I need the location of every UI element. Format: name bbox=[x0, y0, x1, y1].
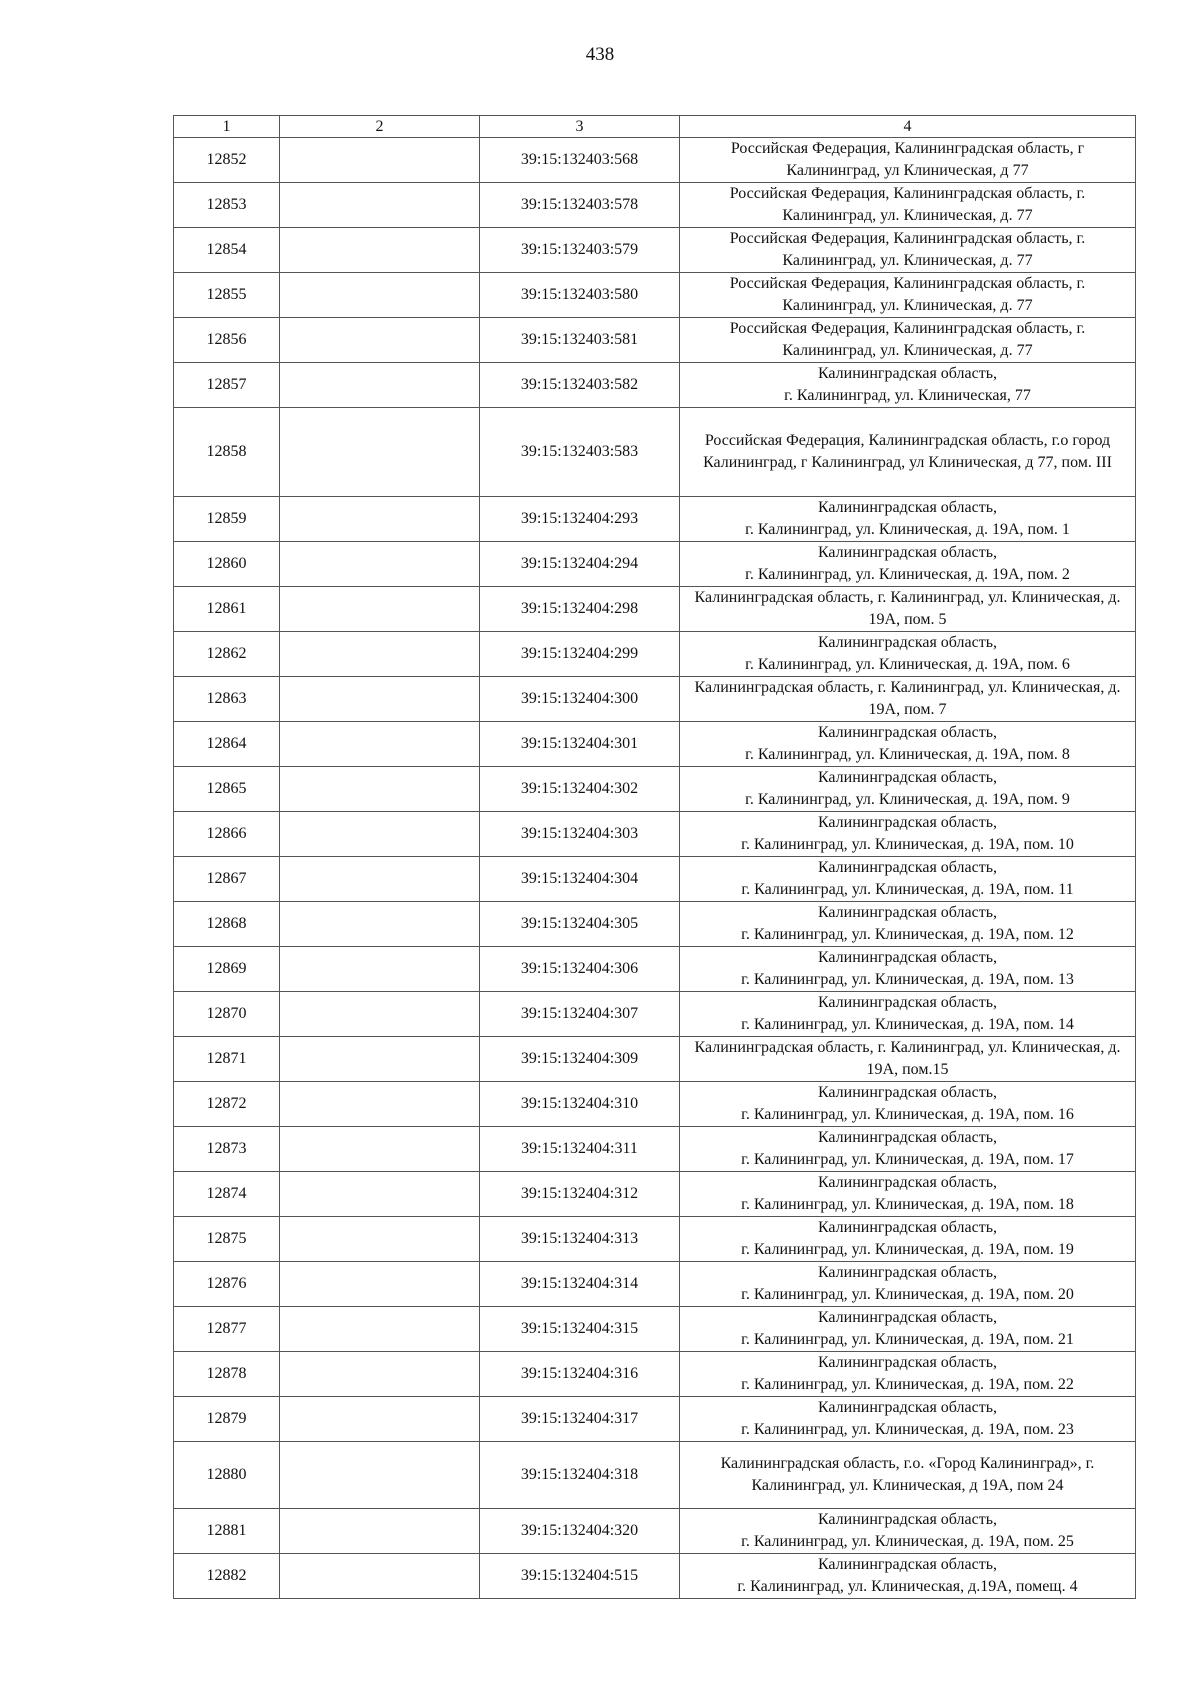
column-2-cell bbox=[280, 857, 480, 902]
table-row bbox=[174, 228, 1136, 273]
address-cell: Калининградская область, г. Калининград, ул. Клиническая, д.19А, помещ. 4 bbox=[680, 1554, 1136, 1599]
column-2-cell bbox=[280, 947, 480, 992]
table-row bbox=[174, 273, 1136, 318]
cadastral-number-cell: 39:15:132404:294 bbox=[480, 542, 680, 587]
address-cell: Калининградская область, г. Калининград, ул. Клиническая, д. 19А, пом. 12 bbox=[680, 902, 1136, 947]
cadastral-number-cell: 39:15:132404:293 bbox=[480, 497, 680, 542]
address-cell: Калининградская область, г.о. «Город Калининград», г. Калининград, ул. Клиническая, д 19А, пом 24 bbox=[680, 1442, 1136, 1509]
row-number-cell: 12874 bbox=[174, 1172, 280, 1217]
address-cell: Калининградская область, г. Калининград, ул. Клиническая, д. 19А, пом. 13 bbox=[680, 947, 1136, 992]
table-row bbox=[174, 857, 1136, 902]
column-2-cell bbox=[280, 318, 480, 363]
row-number-cell: 12881 bbox=[174, 1509, 280, 1554]
cadastral-number-cell: 39:15:132404:314 bbox=[480, 1262, 680, 1307]
row-number-cell: 12856 bbox=[174, 318, 280, 363]
column-header-1: 1 bbox=[174, 116, 280, 138]
cadastral-number-cell: 39:15:132404:298 bbox=[480, 587, 680, 632]
cadastral-number-cell: 39:15:132403:568 bbox=[480, 138, 680, 183]
cadastral-number-cell: 39:15:132404:303 bbox=[480, 812, 680, 857]
table-row bbox=[174, 587, 1136, 632]
column-2-cell bbox=[280, 1397, 480, 1442]
cadastral-number-cell: 39:15:132404:318 bbox=[480, 1442, 680, 1509]
cadastral-number-cell: 39:15:132404:310 bbox=[480, 1082, 680, 1127]
address-cell: Калининградская область, г. Калининград, ул. Клиническая, д. 19А, пом. 14 bbox=[680, 992, 1136, 1037]
table-row bbox=[174, 947, 1136, 992]
address-cell: Калининградская область, г. Калининград, ул. Клиническая, д. 19А, пом. 22 bbox=[680, 1352, 1136, 1397]
address-cell: Калининградская область, г. Калининград, ул. Клиническая, д. 19А, пом. 2 bbox=[680, 542, 1136, 587]
column-2-cell bbox=[280, 1307, 480, 1352]
table-row bbox=[174, 992, 1136, 1037]
cadastral-number-cell: 39:15:132404:306 bbox=[480, 947, 680, 992]
row-number-cell: 12878 bbox=[174, 1352, 280, 1397]
cadastral-number-cell: 39:15:132404:315 bbox=[480, 1307, 680, 1352]
column-2-cell bbox=[280, 1509, 480, 1554]
address-cell: Калининградская область, г. Калининград, ул. Клиническая, д. 19А, пом. 5 bbox=[680, 587, 1136, 632]
column-2-cell bbox=[280, 1262, 480, 1307]
row-number-cell: 12866 bbox=[174, 812, 280, 857]
column-2-cell bbox=[280, 1127, 480, 1172]
table-row bbox=[174, 408, 1136, 497]
table-row bbox=[174, 722, 1136, 767]
column-2-cell bbox=[280, 677, 480, 722]
row-number-cell: 12864 bbox=[174, 722, 280, 767]
cadastral-number-cell: 39:15:132404:313 bbox=[480, 1217, 680, 1262]
table-row bbox=[174, 363, 1136, 408]
table-row bbox=[174, 1127, 1136, 1172]
row-number-cell: 12855 bbox=[174, 273, 280, 318]
table-row bbox=[174, 138, 1136, 183]
row-number-cell: 12860 bbox=[174, 542, 280, 587]
cadastral-number-cell: 39:15:132404:316 bbox=[480, 1352, 680, 1397]
table-row bbox=[174, 1442, 1136, 1509]
table-row bbox=[174, 1172, 1136, 1217]
cadastral-number-cell: 39:15:132404:312 bbox=[480, 1172, 680, 1217]
address-cell: Калининградская область, г. Калининград, ул. Клиническая, д. 19А, пом. 18 bbox=[680, 1172, 1136, 1217]
cadastral-number-cell: 39:15:132403:583 bbox=[480, 408, 680, 497]
table-row bbox=[174, 1262, 1136, 1307]
row-number-cell: 12879 bbox=[174, 1397, 280, 1442]
address-cell: Калининградская область, г. Калининград, ул. Клиническая, д. 19А, пом. 7 bbox=[680, 677, 1136, 722]
table-row bbox=[174, 497, 1136, 542]
row-number-cell: 12872 bbox=[174, 1082, 280, 1127]
table-row bbox=[174, 1352, 1136, 1397]
cadastral-number-cell: 39:15:132404:304 bbox=[480, 857, 680, 902]
column-2-cell bbox=[280, 587, 480, 632]
address-cell: Калининградская область, г. Калининград, ул. Клиническая, д. 19А, пом. 17 bbox=[680, 1127, 1136, 1172]
table-row bbox=[174, 1307, 1136, 1352]
address-cell: Калининградская область, г. Калининград, ул. Клиническая, д. 19А, пом. 6 bbox=[680, 632, 1136, 677]
cadastral-number-cell: 39:15:132404:305 bbox=[480, 902, 680, 947]
column-2-cell bbox=[280, 902, 480, 947]
row-number-cell: 12880 bbox=[174, 1442, 280, 1509]
address-cell: Калининградская область, г. Калининград, ул. Клиническая, д. 19А, пом. 10 bbox=[680, 812, 1136, 857]
cadastral-number-cell: 39:15:132404:515 bbox=[480, 1554, 680, 1599]
column-2-cell bbox=[280, 632, 480, 677]
row-number-cell: 12862 bbox=[174, 632, 280, 677]
cadastral-number-cell: 39:15:132404:307 bbox=[480, 992, 680, 1037]
table-row bbox=[174, 1509, 1136, 1554]
column-2-cell bbox=[280, 183, 480, 228]
address-cell: Калининградская область, г. Калининград, ул. Клиническая, д. 19А, пом. 8 bbox=[680, 722, 1136, 767]
row-number-cell: 12852 bbox=[174, 138, 280, 183]
registry-table bbox=[173, 115, 1136, 1599]
table-row bbox=[174, 542, 1136, 587]
row-number-cell: 12853 bbox=[174, 183, 280, 228]
table-row bbox=[174, 1037, 1136, 1082]
address-cell: Калининградская область, г. Калининград, ул. Клиническая, 77 bbox=[680, 363, 1136, 408]
column-2-cell bbox=[280, 228, 480, 273]
address-cell: Калининградская область, г. Калининград, ул. Клиническая, д. 19А, пом. 16 bbox=[680, 1082, 1136, 1127]
address-cell: Калининградская область, г. Калининград, ул. Клиническая, д. 19А, пом. 11 bbox=[680, 857, 1136, 902]
row-number-cell: 12857 bbox=[174, 363, 280, 408]
address-cell: Калининградская область, г. Калининград, ул. Клиническая, д. 19А, пом. 19 bbox=[680, 1217, 1136, 1262]
column-2-cell bbox=[280, 1172, 480, 1217]
column-header-2: 2 bbox=[280, 116, 480, 138]
row-number-cell: 12859 bbox=[174, 497, 280, 542]
page-number: 438 bbox=[585, 44, 615, 65]
table-row bbox=[174, 677, 1136, 722]
cadastral-number-cell: 39:15:132404:311 bbox=[480, 1127, 680, 1172]
cadastral-number-cell: 39:15:132404:300 bbox=[480, 677, 680, 722]
column-2-cell bbox=[280, 1352, 480, 1397]
table-row bbox=[174, 1082, 1136, 1127]
column-2-cell bbox=[280, 1082, 480, 1127]
cadastral-number-cell: 39:15:132403:579 bbox=[480, 228, 680, 273]
address-cell: Калининградская область, г. Калининград, ул. Клиническая, д. 19А, пом. 21 bbox=[680, 1307, 1136, 1352]
address-cell: Российская Федерация, Калининградская область, г Калининград, ул Клиническая, д 77 bbox=[680, 138, 1136, 183]
column-2-cell bbox=[280, 1442, 480, 1509]
table-row bbox=[174, 902, 1136, 947]
row-number-cell: 12873 bbox=[174, 1127, 280, 1172]
row-number-cell: 12858 bbox=[174, 408, 280, 497]
column-2-cell bbox=[280, 1554, 480, 1599]
cadastral-number-cell: 39:15:132403:581 bbox=[480, 318, 680, 363]
address-cell: Российская Федерация, Калининградская область, г.о город Калининград, г Калининград, ул Клиническая, д 77, пом. III bbox=[680, 408, 1136, 497]
table-body bbox=[174, 138, 1136, 1599]
row-number-cell: 12870 bbox=[174, 992, 280, 1037]
table-row bbox=[174, 767, 1136, 812]
table-row bbox=[174, 1217, 1136, 1262]
column-2-cell bbox=[280, 138, 480, 183]
address-cell: Калининградская область, г. Калининград, ул. Клиническая, д. 19А, пом. 9 bbox=[680, 767, 1136, 812]
row-number-cell: 12871 bbox=[174, 1037, 280, 1082]
cadastral-number-cell: 39:15:132404:309 bbox=[480, 1037, 680, 1082]
table-header-row bbox=[174, 116, 1136, 138]
row-number-cell: 12882 bbox=[174, 1554, 280, 1599]
address-cell: Российская Федерация, Калининградская область, г. Калининград, ул. Клиническая, д. 77 bbox=[680, 183, 1136, 228]
cadastral-number-cell: 39:15:132403:580 bbox=[480, 273, 680, 318]
row-number-cell: 12854 bbox=[174, 228, 280, 273]
column-2-cell bbox=[280, 722, 480, 767]
table-row bbox=[174, 183, 1136, 228]
table-row bbox=[174, 318, 1136, 363]
cadastral-number-cell: 39:15:132404:317 bbox=[480, 1397, 680, 1442]
column-2-cell bbox=[280, 542, 480, 587]
column-2-cell bbox=[280, 1217, 480, 1262]
row-number-cell: 12875 bbox=[174, 1217, 280, 1262]
address-cell: Российская Федерация, Калининградская область, г. Калининград, ул. Клиническая, д. 77 bbox=[680, 318, 1136, 363]
cadastral-number-cell: 39:15:132404:302 bbox=[480, 767, 680, 812]
cadastral-number-cell: 39:15:132404:301 bbox=[480, 722, 680, 767]
table-row bbox=[174, 1554, 1136, 1599]
row-number-cell: 12865 bbox=[174, 767, 280, 812]
cadastral-number-cell: 39:15:132404:299 bbox=[480, 632, 680, 677]
row-number-cell: 12867 bbox=[174, 857, 280, 902]
row-number-cell: 12876 bbox=[174, 1262, 280, 1307]
address-cell: Калининградская область, г. Калининград, ул. Клиническая, д. 19А, пом. 25 bbox=[680, 1509, 1136, 1554]
row-number-cell: 12863 bbox=[174, 677, 280, 722]
column-2-cell bbox=[280, 767, 480, 812]
row-number-cell: 12868 bbox=[174, 902, 280, 947]
address-cell: Калининградская область, г. Калининград, ул. Клиническая, д. 19А, пом. 1 bbox=[680, 497, 1136, 542]
address-cell: Калининградская область, г. Калининград, ул. Клиническая, д. 19А, пом.15 bbox=[680, 1037, 1136, 1082]
column-2-cell bbox=[280, 992, 480, 1037]
column-2-cell bbox=[280, 812, 480, 857]
cadastral-number-cell: 39:15:132404:320 bbox=[480, 1509, 680, 1554]
table-row bbox=[174, 812, 1136, 857]
column-2-cell bbox=[280, 408, 480, 497]
table-row bbox=[174, 632, 1136, 677]
address-cell: Калининградская область, г. Калининград, ул. Клиническая, д. 19А, пом. 23 bbox=[680, 1397, 1136, 1442]
address-cell: Российская Федерация, Калининградская область, г. Калининград, ул. Клиническая, д. 77 bbox=[680, 273, 1136, 318]
address-cell: Калининградская область, г. Калининград, ул. Клиническая, д. 19А, пом. 20 bbox=[680, 1262, 1136, 1307]
column-2-cell bbox=[280, 1037, 480, 1082]
column-2-cell bbox=[280, 273, 480, 318]
column-2-cell bbox=[280, 497, 480, 542]
column-header-3: 3 bbox=[480, 116, 680, 138]
row-number-cell: 12877 bbox=[174, 1307, 280, 1352]
cadastral-number-cell: 39:15:132403:582 bbox=[480, 363, 680, 408]
row-number-cell: 12861 bbox=[174, 587, 280, 632]
column-header-4: 4 bbox=[680, 116, 1136, 138]
cadastral-number-cell: 39:15:132403:578 bbox=[480, 183, 680, 228]
table-row bbox=[174, 1397, 1136, 1442]
column-2-cell bbox=[280, 363, 480, 408]
row-number-cell: 12869 bbox=[174, 947, 280, 992]
address-cell: Российская Федерация, Калининградская область, г. Калининград, ул. Клиническая, д. 77 bbox=[680, 228, 1136, 273]
